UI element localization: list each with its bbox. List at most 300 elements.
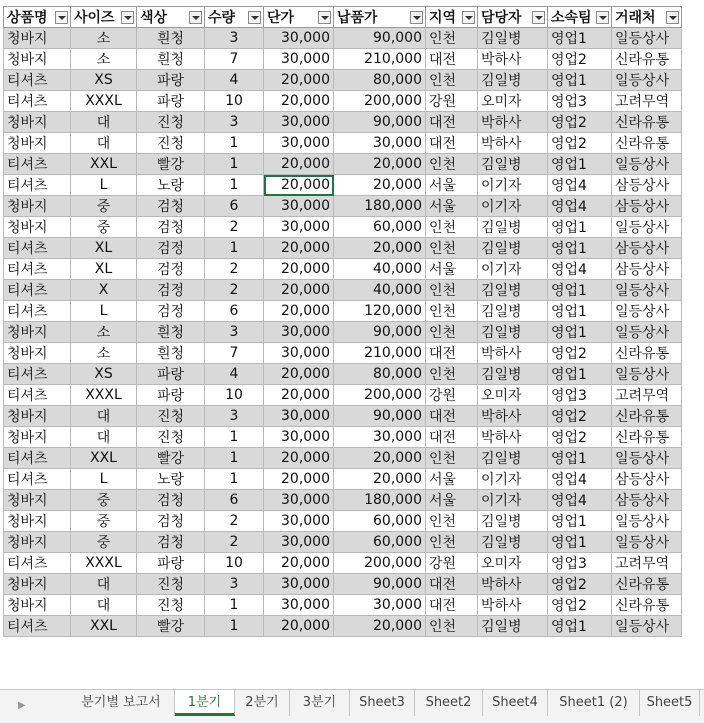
table-cell[interactable]: 20,000 [264,154,334,175]
table-cell[interactable]: 강원 [426,553,478,574]
table-cell[interactable]: 파랑 [137,364,205,385]
table-cell[interactable]: 영업2 [548,133,612,154]
table-cell[interactable]: 김일병 [478,154,548,175]
table-cell[interactable]: 30,000 [264,490,334,511]
table-cell[interactable]: 검청 [137,532,205,553]
column-header[interactable] [426,7,478,28]
table-cell[interactable]: 30,000 [334,595,426,616]
table-cell[interactable]: 티셔츠 [4,385,71,406]
table-cell[interactable]: 인천 [426,511,478,532]
table-cell[interactable]: 20,000 [264,70,334,91]
table-cell[interactable]: 20,000 [264,280,334,301]
table-cell[interactable]: 대전 [426,427,478,448]
table-cell[interactable]: 대전 [426,133,478,154]
filter-dropdown-icon[interactable] [410,11,423,24]
table-cell[interactable]: 30,000 [264,133,334,154]
table-cell[interactable]: 서울 [426,259,478,280]
table-cell[interactable]: 진청 [137,133,205,154]
table-cell[interactable]: 김일병 [478,364,548,385]
table-cell[interactable]: 이기자 [478,175,548,196]
table-cell[interactable]: 10 [205,385,264,406]
table-cell[interactable]: 인천 [426,70,478,91]
table-cell[interactable]: 20,000 [264,385,334,406]
table-cell[interactable]: 소 [71,343,137,364]
table-cell[interactable]: 영업3 [548,553,612,574]
table-cell[interactable]: L [71,175,137,196]
table-cell[interactable]: 20,000 [334,175,426,196]
table-cell[interactable]: 영업4 [548,175,612,196]
table-cell[interactable]: 김일병 [478,28,548,49]
table-cell[interactable]: 청바지 [4,532,71,553]
table-cell[interactable]: 신라유통 [612,427,682,448]
filter-dropdown-icon[interactable] [666,11,679,24]
table-cell[interactable]: 영업1 [548,511,612,532]
sheet-tab[interactable]: Sheet4 [483,690,548,716]
tab-scroll-arrow-icon[interactable]: ▶ [18,700,26,711]
table-cell[interactable]: XS [71,70,137,91]
table-cell[interactable]: 일등상사 [612,616,682,637]
table-cell[interactable]: 김일병 [478,70,548,91]
table-cell[interactable]: 200,000 [334,553,426,574]
table-cell[interactable]: 티셔츠 [4,91,71,112]
table-cell[interactable]: 영업1 [548,280,612,301]
table-cell[interactable]: 영업1 [548,448,612,469]
table-cell[interactable]: 90,000 [334,574,426,595]
table-cell[interactable]: 대 [71,406,137,427]
table-cell[interactable]: XXXL [71,553,137,574]
table-cell[interactable]: 90,000 [334,406,426,427]
table-cell[interactable]: 일등상사 [612,217,682,238]
table-cell[interactable]: 영업1 [548,322,612,343]
table-cell[interactable]: 영업1 [548,217,612,238]
table-cell[interactable]: 4 [205,364,264,385]
table-cell[interactable]: 영업2 [548,595,612,616]
table-cell[interactable]: 1 [205,175,264,196]
table-cell[interactable]: 90,000 [334,28,426,49]
table-cell[interactable]: 청바지 [4,196,71,217]
table-cell[interactable]: 서울 [426,469,478,490]
filter-dropdown-icon[interactable] [532,11,545,24]
table-cell[interactable]: 영업2 [548,574,612,595]
column-header[interactable] [334,7,426,28]
table-cell[interactable]: 이기자 [478,196,548,217]
table-cell[interactable]: 20,000 [264,364,334,385]
table-cell[interactable]: 진청 [137,574,205,595]
table-cell[interactable]: 신라유통 [612,574,682,595]
column-header[interactable] [264,7,334,28]
table-cell[interactable]: 소 [71,28,137,49]
table-cell[interactable]: 7 [205,343,264,364]
table-cell[interactable]: 신라유통 [612,595,682,616]
filter-dropdown-icon[interactable] [189,11,202,24]
table-cell[interactable]: 김일병 [478,217,548,238]
table-cell[interactable]: 20,000 [264,553,334,574]
table-cell[interactable]: XS [71,364,137,385]
table-cell[interactable]: 3 [205,112,264,133]
table-cell[interactable]: 검정 [137,301,205,322]
table-cell[interactable]: 인천 [426,238,478,259]
table-cell[interactable]: 20,000 [334,448,426,469]
table-cell[interactable]: 일등상사 [612,448,682,469]
table-cell[interactable]: 청바지 [4,490,71,511]
table-cell[interactable]: 검정 [137,280,205,301]
table-cell[interactable]: 일등상사 [612,364,682,385]
table-cell[interactable]: 30,000 [264,196,334,217]
table-cell[interactable]: 청바지 [4,427,71,448]
table-cell[interactable]: XL [71,259,137,280]
table-cell[interactable]: 청바지 [4,574,71,595]
table-cell[interactable]: 대 [71,427,137,448]
table-cell[interactable]: 30,000 [264,49,334,70]
table-cell[interactable]: 영업4 [548,490,612,511]
table-cell[interactable]: 진청 [137,595,205,616]
table-cell[interactable]: 6 [205,196,264,217]
filter-dropdown-icon[interactable] [248,11,261,24]
table-cell[interactable]: 중 [71,196,137,217]
table-cell[interactable]: 30,000 [264,595,334,616]
table-cell[interactable]: 인천 [426,364,478,385]
table-cell[interactable]: 20,000 [264,259,334,280]
table-cell[interactable]: 1 [205,616,264,637]
table-cell[interactable]: 김일병 [478,616,548,637]
table-cell[interactable]: 영업1 [548,301,612,322]
table-cell[interactable]: 삼등상사 [612,469,682,490]
sheet-tab[interactable]: 2분기 [235,690,290,716]
sheet-tab[interactable]: Sheet5 [640,690,700,716]
table-cell[interactable]: 6 [205,490,264,511]
sheet-tab[interactable]: 3분기 [290,690,350,716]
table-cell[interactable]: 김일병 [478,322,548,343]
table-cell[interactable]: 대전 [426,574,478,595]
table-cell[interactable]: 흰청 [137,322,205,343]
table-cell[interactable]: 중 [71,217,137,238]
table-cell[interactable]: 1 [205,238,264,259]
table-cell[interactable]: 20,000 [264,238,334,259]
table-cell[interactable]: 영업1 [548,70,612,91]
table-cell[interactable]: 검정 [137,259,205,280]
table-cell[interactable]: 김일병 [478,448,548,469]
table-cell[interactable]: 박하사 [478,406,548,427]
table-cell[interactable]: 신라유통 [612,406,682,427]
table-cell[interactable]: 1 [205,133,264,154]
table-cell[interactable]: 30,000 [264,28,334,49]
table-cell[interactable]: 신라유통 [612,49,682,70]
table-cell[interactable]: L [71,469,137,490]
table-cell[interactable]: 4 [205,70,264,91]
table-cell[interactable]: 대전 [426,49,478,70]
column-header[interactable] [612,7,682,28]
table-cell[interactable]: 120,000 [334,301,426,322]
table-cell[interactable]: 진청 [137,112,205,133]
table-cell[interactable]: 3 [205,406,264,427]
filter-dropdown-icon[interactable] [318,11,331,24]
table-cell[interactable]: 일등상사 [612,70,682,91]
table-cell[interactable]: 진청 [137,406,205,427]
table-cell[interactable]: 20,000 [264,469,334,490]
table-cell[interactable]: 대 [71,133,137,154]
table-cell[interactable]: 40,000 [334,259,426,280]
table-cell[interactable]: 청바지 [4,133,71,154]
table-cell[interactable]: 20,000 [264,301,334,322]
table-cell[interactable]: 이기자 [478,490,548,511]
table-cell[interactable]: 영업4 [548,196,612,217]
table-cell[interactable]: 일등상사 [612,511,682,532]
table-cell[interactable]: 영업4 [548,469,612,490]
column-header[interactable] [4,7,71,28]
table-cell[interactable]: 영업1 [548,28,612,49]
table-cell[interactable]: 대전 [426,406,478,427]
table-cell[interactable]: XXL [71,154,137,175]
table-cell[interactable]: 박하사 [478,112,548,133]
table-cell[interactable]: 강원 [426,385,478,406]
table-cell[interactable]: 60,000 [334,217,426,238]
table-cell[interactable]: 30,000 [334,133,426,154]
table-cell[interactable]: 1 [205,448,264,469]
sheet-tab[interactable]: Sheet3 [350,690,415,716]
table-cell[interactable]: 검청 [137,490,205,511]
table-cell[interactable]: 60,000 [334,532,426,553]
table-cell[interactable]: 인천 [426,448,478,469]
table-cell[interactable]: 티셔츠 [4,175,71,196]
table-cell[interactable]: 박하사 [478,427,548,448]
table-cell[interactable]: 서울 [426,175,478,196]
table-cell[interactable]: 대전 [426,595,478,616]
table-cell[interactable]: 빨강 [137,616,205,637]
table-cell[interactable]: 티셔츠 [4,238,71,259]
table-cell[interactable]: 서울 [426,196,478,217]
table-cell[interactable]: 30,000 [264,532,334,553]
table-cell[interactable]: 30,000 [264,427,334,448]
table-cell[interactable]: 2 [205,259,264,280]
table-cell[interactable]: 파랑 [137,553,205,574]
table-cell[interactable]: 6 [205,301,264,322]
table-cell[interactable]: 200,000 [334,385,426,406]
table-cell[interactable]: 2 [205,532,264,553]
table-cell[interactable]: 영업1 [548,154,612,175]
filter-dropdown-icon[interactable] [55,11,68,24]
table-cell[interactable]: 30,000 [264,343,334,364]
column-header[interactable] [71,7,137,28]
table-cell[interactable]: 티셔츠 [4,154,71,175]
table-cell[interactable]: 진청 [137,427,205,448]
table-cell[interactable]: 파랑 [137,385,205,406]
table-cell[interactable]: 박하사 [478,595,548,616]
table-cell[interactable]: 청바지 [4,343,71,364]
table-cell[interactable]: 90,000 [334,322,426,343]
table-cell[interactable]: 3 [205,322,264,343]
table-cell[interactable]: 티셔츠 [4,364,71,385]
table-cell[interactable]: 2 [205,217,264,238]
table-cell[interactable]: 일등상사 [612,28,682,49]
table-cell[interactable]: 인천 [426,616,478,637]
table-cell[interactable]: 30,000 [264,217,334,238]
table-cell[interactable]: 20,000 [264,448,334,469]
column-header[interactable] [478,7,548,28]
table-cell[interactable]: 인천 [426,217,478,238]
table-cell[interactable]: XXXL [71,385,137,406]
table-cell[interactable]: 티셔츠 [4,616,71,637]
table-cell[interactable]: 일등상사 [612,154,682,175]
table-cell[interactable]: 빨강 [137,448,205,469]
table-cell[interactable]: 청바지 [4,28,71,49]
table-cell[interactable]: 1 [205,154,264,175]
column-header[interactable] [548,7,612,28]
table-cell[interactable]: 180,000 [334,490,426,511]
table-cell[interactable]: 김일병 [478,301,548,322]
table-cell[interactable]: 빨강 [137,154,205,175]
table-cell[interactable]: 파랑 [137,70,205,91]
table-cell[interactable]: 티셔츠 [4,259,71,280]
table-cell[interactable]: 청바지 [4,112,71,133]
table-cell[interactable]: 3 [205,574,264,595]
table-cell[interactable]: 티셔츠 [4,301,71,322]
table-cell[interactable]: 오미자 [478,91,548,112]
filter-dropdown-icon[interactable] [596,11,609,24]
table-cell[interactable]: 고려무역 [612,553,682,574]
table-cell[interactable]: 1 [205,427,264,448]
column-header[interactable] [137,7,205,28]
table-cell[interactable]: 서울 [426,490,478,511]
table-cell[interactable]: XXXL [71,91,137,112]
table-cell[interactable]: 30,000 [264,406,334,427]
table-cell[interactable]: 청바지 [4,322,71,343]
table-cell[interactable]: 김일병 [478,511,548,532]
table-cell[interactable]: 1 [205,595,264,616]
table-cell[interactable]: 인천 [426,28,478,49]
table-cell[interactable]: X [71,280,137,301]
table-cell[interactable]: 인천 [426,280,478,301]
table-cell[interactable]: 삼등상사 [612,175,682,196]
table-cell[interactable]: 신라유통 [612,112,682,133]
table-cell[interactable]: 이기자 [478,469,548,490]
table-cell[interactable]: 30,000 [264,511,334,532]
table-cell[interactable]: 박하사 [478,574,548,595]
table-cell[interactable]: 인천 [426,154,478,175]
table-cell[interactable]: 인천 [426,532,478,553]
filter-dropdown-icon[interactable] [462,11,475,24]
table-cell[interactable]: 티셔츠 [4,469,71,490]
table-cell[interactable]: 대 [71,595,137,616]
table-cell[interactable]: 일등상사 [612,301,682,322]
table-cell[interactable]: 김일병 [478,238,548,259]
table-cell[interactable]: 90,000 [334,112,426,133]
table-cell[interactable]: 200,000 [334,91,426,112]
table-cell[interactable]: 영업4 [548,259,612,280]
table-cell[interactable]: 고려무역 [612,91,682,112]
table-cell[interactable]: 티셔츠 [4,448,71,469]
table-cell[interactable]: 30,000 [264,112,334,133]
table-cell[interactable]: 30,000 [264,322,334,343]
sheet-tab[interactable]: 분기별 보고서 [68,690,175,716]
table-cell[interactable]: 이기자 [478,259,548,280]
table-cell[interactable]: 영업1 [548,238,612,259]
table-cell[interactable]: 중 [71,511,137,532]
table-cell[interactable]: 10 [205,553,264,574]
table-cell[interactable]: 80,000 [334,364,426,385]
table-cell[interactable]: 흰청 [137,343,205,364]
table-cell[interactable]: 180,000 [334,196,426,217]
table-cell[interactable]: 파랑 [137,91,205,112]
table-cell[interactable]: 영업2 [548,406,612,427]
table-cell[interactable]: 흰청 [137,28,205,49]
table-cell[interactable]: 30,000 [264,574,334,595]
table-cell[interactable]: 노랑 [137,469,205,490]
sheet-tab[interactable]: Sheet2 [415,690,483,716]
table-cell[interactable]: 80,000 [334,70,426,91]
table-cell[interactable]: 20,000 [334,238,426,259]
table-cell[interactable]: 10 [205,91,264,112]
table-cell[interactable]: XL [71,238,137,259]
table-cell[interactable]: 검청 [137,511,205,532]
table-cell[interactable]: 영업2 [548,427,612,448]
table-cell[interactable]: 오미자 [478,553,548,574]
table-cell[interactable]: 청바지 [4,406,71,427]
table-cell[interactable]: 티셔츠 [4,70,71,91]
table-cell[interactable]: 오미자 [478,385,548,406]
sheet-tab[interactable]: Sheet1 (2) [548,690,640,716]
sheet-tab-active[interactable]: 1분기 [175,690,235,716]
table-cell[interactable]: 청바지 [4,217,71,238]
table-cell[interactable]: 박하사 [478,343,548,364]
table-cell[interactable]: 노랑 [137,175,205,196]
table-cell[interactable]: 박하사 [478,49,548,70]
table-cell[interactable]: 1 [205,469,264,490]
table-cell[interactable]: 2 [205,280,264,301]
table-cell[interactable]: 30,000 [334,427,426,448]
table-cell[interactable]: 강원 [426,91,478,112]
table-cell[interactable]: 영업2 [548,49,612,70]
table-cell[interactable]: 20,000 [334,154,426,175]
table-cell[interactable]: 대전 [426,112,478,133]
table-cell[interactable]: 검정 [137,238,205,259]
table-cell[interactable]: 검청 [137,196,205,217]
table-cell[interactable]: XXL [71,616,137,637]
table-cell[interactable]: 김일병 [478,532,548,553]
table-cell[interactable]: 청바지 [4,511,71,532]
table-cell[interactable]: 40,000 [334,280,426,301]
table-cell[interactable]: 청바지 [4,49,71,70]
table-cell[interactable]: 2 [205,511,264,532]
table-cell[interactable]: 박하사 [478,133,548,154]
column-header[interactable] [205,7,264,28]
table-cell[interactable]: 60,000 [334,511,426,532]
filter-dropdown-icon[interactable] [121,11,134,24]
table-cell[interactable]: 영업1 [548,364,612,385]
table-cell[interactable]: 210,000 [334,49,426,70]
table-cell[interactable]: L [71,301,137,322]
table-cell[interactable]: 영업2 [548,112,612,133]
table-cell[interactable]: 고려무역 [612,385,682,406]
table-cell[interactable]: 일등상사 [612,532,682,553]
table-cell[interactable]: 흰청 [137,49,205,70]
table-cell[interactable]: 김일병 [478,280,548,301]
table-cell[interactable]: 인천 [426,322,478,343]
table-cell[interactable]: 영업2 [548,343,612,364]
table-cell[interactable]: 중 [71,490,137,511]
table-cell[interactable]: 영업1 [548,616,612,637]
table-cell[interactable]: 삼등상사 [612,196,682,217]
table-cell[interactable]: 소 [71,49,137,70]
table-cell[interactable]: 검청 [137,217,205,238]
table-cell[interactable]: 중 [71,532,137,553]
table-cell[interactable]: 신라유통 [612,343,682,364]
table-cell[interactable]: XXL [71,448,137,469]
table-cell[interactable]: 대전 [426,343,478,364]
table-cell[interactable]: 일등상사 [612,322,682,343]
table-cell[interactable]: 20,000 [264,91,334,112]
table-cell[interactable]: 영업1 [548,532,612,553]
selected-cell[interactable]: 20,000 [264,175,334,196]
